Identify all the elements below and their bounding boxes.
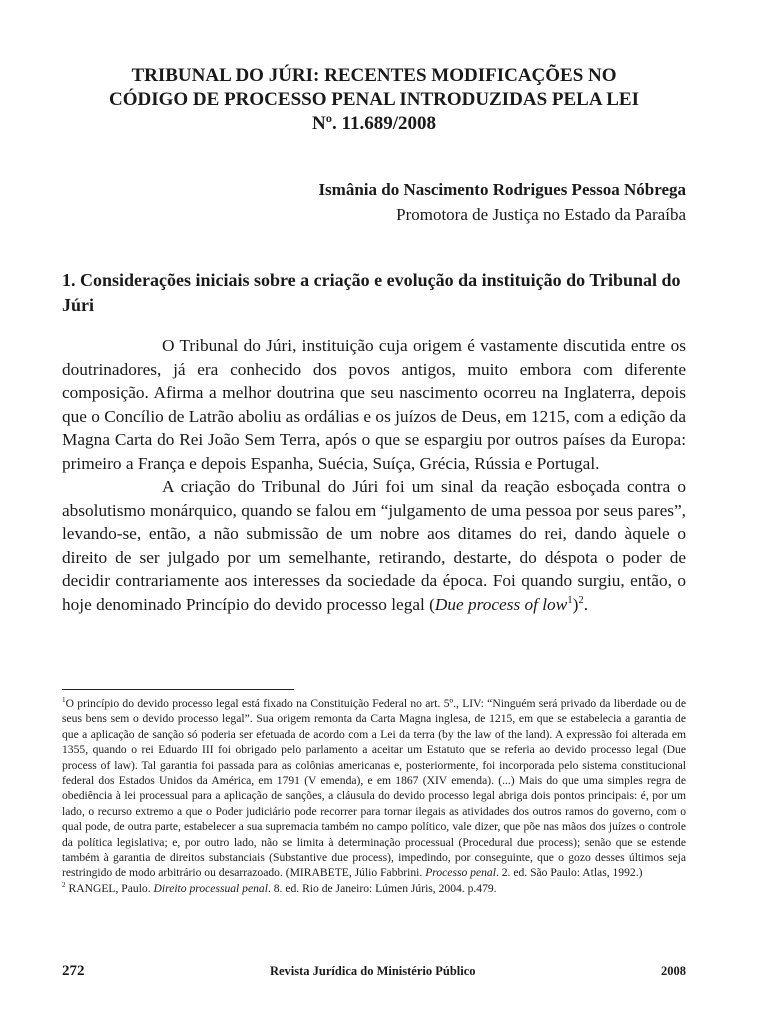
footnote-text: . 2. ed. São Paulo: Atlas, 1992.)	[495, 866, 643, 880]
publication-year: 2008	[661, 964, 686, 978]
footnote-separator	[62, 689, 294, 690]
author-role: Promotora de Justiça no Estado da Paraíba	[396, 205, 686, 224]
paragraph	[62, 475, 686, 616]
title-line: TRIBUNAL DO JÚRI: RECENTES MODIFICAÇÕES NO	[131, 65, 617, 86]
author-block	[318, 177, 686, 227]
footnote-ref[interactable]: 2	[578, 593, 584, 606]
footnote-mark: 1	[62, 696, 66, 705]
title-line: Nº. 11.689/2008	[312, 113, 436, 134]
footnote-italic: Processo penal	[425, 866, 496, 880]
section-heading: 1. Considerações iniciais sobre a criação e evolução da instituição do Tribunal do Júri	[62, 270, 681, 315]
footnote	[62, 881, 686, 896]
footnote-ref[interactable]: 1	[567, 593, 573, 606]
footnote-text: . 8. ed. Rio de Janeiro: Lúmen Júris, 2004. p.479.	[267, 881, 497, 895]
paragraph-text: .	[583, 594, 589, 614]
document-page	[62, 0, 686, 1024]
footnote-text: O princípio do devido processo legal está fixado na Constituição Federal no art. 5º., LIV: “Ninguém será privado da liberdade ou de seus bens sem o devido processo legal”. Sua origem remonta da Carta Magna inglesa, de 1215, em que se estabelecia a garantia de que a aplicação de sanção só poderia ser efetuada de acordo com a Lei da terra (by the law of the land). A expressão foi alterada em 1355, quando o rei Eduardo III foi obrigado pelo parlamento a aceitar um Estatuto que se referia ao devido processo legal (Due process of law). Tal garantia foi passada para as colônias americanas e, posteriormente, foi incorporada pelo sistema constitucional federal dos Estados Unidos da América, em 1791 (V emenda), e em 1867 (XIV emenda). (...) Mais do que uma simples regra de obediência à lei processual para a aplicação de sanções, a cláusula do devido processo legal abriga dois pontos principais: é, por um lado, o recurso extremo a que o Poder judiciário pode recorrer para tornar ilegais as atividades dos outros ramos do governo, com o qual pode, de outra parte, estabelecer a sua supremacia também no campo político, vale dizer, que põe nas mãos dos juízes o controle da política legislativa; e, por outro lado, não se limita à determinação processual (Procedural due process); senão que se estende também à garantia de direitos substanciais (Substantive due process), impedindo, por conseguinte, que o gozo desses últimos seja restringido de modo arbitrário ou desarrazoado. (MIRABETE, Júlio Fabbrini.	[62, 697, 686, 880]
footnotes	[62, 696, 686, 896]
footnote-italic: Direito processual penal	[153, 881, 268, 895]
italic-term: Due process of low	[434, 594, 568, 614]
page-footer	[62, 963, 686, 980]
paragraph-text: )	[572, 594, 579, 614]
paragraph-text: A criação do Tribunal do Júri foi um sinal da reação esboçada contra o absolutismo monárquico, quando se falou em “julgamento de uma pessoa por seus pares”, levando-se, então, a não submissão de um nobre aos ditames do rei, dando àquele o direito de ser julgado por um semelhante, retirando, destarte, do déspota o poder de decidir contrariamente aos interesses da sociedade da época. Foi quando surgiu, então, o hoje denominado Princípio do devido processo legal (	[62, 477, 686, 614]
paragraph: O Tribunal do Júri, instituição cuja origem é vastamente discutida entre os doutrinadores, já era conhecido dos povos antigos, muito embora com diferente composição. Afirma a melhor doutrina que seu nascimento ocorreu na Inglaterra, depois que o Concílio de Latrão aboliu as ordálias e os juízos de Deus, em 1215, com a edição da Magna Carta do Rei João Sem Terra, após o que se espargiu por outros países da Europa: primeiro a França e depois Espanha, Suécia, Suíça, Grécia, Rússia e Portugal.	[62, 336, 686, 473]
footnote	[62, 696, 686, 881]
journal-name: Revista Jurídica do Ministério Público	[269, 964, 476, 978]
article-title	[62, 64, 686, 136]
footnote-mark: 2	[62, 881, 66, 890]
body-text	[62, 334, 686, 616]
footnote-text: RANGEL, Paulo.	[65, 881, 154, 895]
author-name: Ismânia do Nascimento Rodrigues Pessoa Nóbrega	[318, 180, 686, 199]
title-line: CÓDIGO DE PROCESSO PENAL INTRODUZIDAS PELA LEI	[109, 89, 639, 110]
page-number: 272	[62, 963, 85, 979]
